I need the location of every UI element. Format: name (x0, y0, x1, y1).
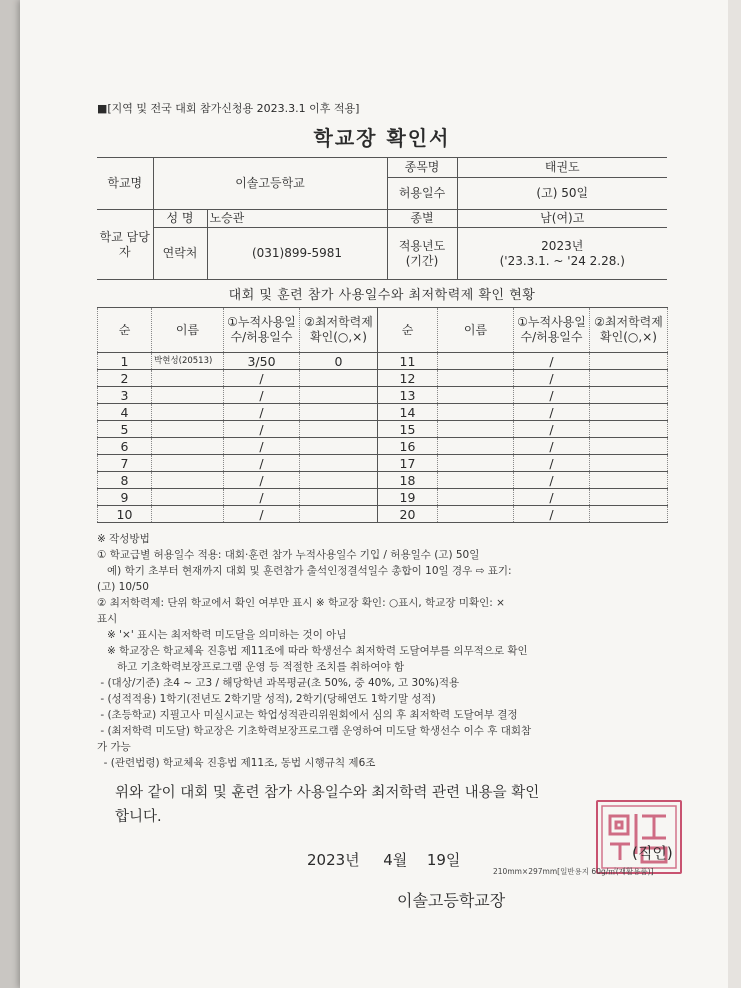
row-days: / (224, 455, 300, 472)
row-check-right (590, 353, 668, 370)
row-no-right: 18 (378, 472, 438, 489)
instruction-line: - (관련법령) 학교체육 진흥법 제11조, 동법 시행규칙 제6조 (97, 757, 376, 769)
row-days: / (224, 387, 300, 404)
row-no-right: 17 (378, 455, 438, 472)
row-check-right (590, 370, 668, 387)
row-check (300, 387, 378, 404)
instruction-line: 가 가능 (97, 741, 131, 753)
instruction-line: 예) 학기 초부터 현재까지 대회 및 훈련참가 출석인정결석일수 총합이 10일 경우 ⇨ 표기: (97, 565, 512, 577)
col-name: 이름 (152, 308, 224, 353)
col-check-right: ②최저학력제 확인(○,×) (590, 308, 668, 353)
instruction-line: 표시 (97, 613, 118, 625)
school-label: 학교명 (97, 158, 153, 210)
instruction-line: 하고 기초학력보장프로그램 운영 등 적절한 조치를 취하여야 함 (97, 661, 405, 673)
row-name-right (438, 489, 514, 506)
name-value: 노승관 (207, 210, 387, 228)
confirmation-statement (97, 781, 667, 829)
row-check: 0 (300, 353, 378, 370)
table-row (98, 387, 668, 404)
row-check (300, 489, 378, 506)
row-days-right: / (514, 489, 590, 506)
row-check (300, 472, 378, 489)
col-days-right: ①누적사용일수/허용일수 (514, 308, 590, 353)
row-name-right (438, 387, 514, 404)
row-no: 6 (98, 438, 152, 455)
instruction-line: ② 최저학력제: 단위 학교에서 확인 여부만 표시 ※ 학교장 확인: ○표시, 학교장 미확인: × (97, 597, 505, 609)
row-days-right: / (514, 353, 590, 370)
col-no: 순 (98, 308, 152, 353)
usage-table-body (98, 353, 668, 523)
row-no-right: 12 (378, 370, 438, 387)
date-month: 4월 (383, 851, 408, 869)
document-content (97, 100, 667, 911)
row-name-right (438, 455, 514, 472)
row-check-right (590, 506, 668, 523)
row-name (152, 387, 224, 404)
row-name-right (438, 353, 514, 370)
period-label: 적용년도 (기간) (387, 228, 457, 280)
instruction-line: ※ 학교장은 학교체육 진흥법 제11조에 따라 학생선수 최저학력 도달여부를 의무적으로 확인 (97, 645, 528, 657)
row-days-right: / (514, 387, 590, 404)
instruction-line: - (초등학교) 지필고사 미실시교는 학업성적관리위원회에서 심의 후 최저학력 도달여부 결정 (97, 709, 518, 721)
header-note: ■[지역 및 전국 대회 참가신청용 2023.3.1 이후 적용] (97, 102, 360, 115)
usage-table (97, 307, 668, 523)
row-no-right: 19 (378, 489, 438, 506)
row-no: 5 (98, 421, 152, 438)
table-row (98, 370, 668, 387)
sport-label: 종목명 (387, 158, 457, 178)
col-name-right: 이름 (438, 308, 514, 353)
instruction-line: ※ '×' 표시는 최저학력 미도달을 의미하는 것이 아님 (97, 629, 347, 641)
row-no: 2 (98, 370, 152, 387)
gender-value: 남(여)고 (457, 210, 667, 228)
contact-label: 연락처 (153, 228, 207, 280)
allowed-days-label: 허용일수 (387, 178, 457, 210)
row-check (300, 455, 378, 472)
row-days-right: / (514, 404, 590, 421)
writing-instructions (97, 531, 667, 771)
seal-label: (직인) (632, 844, 673, 862)
col-no-right: 순 (378, 308, 438, 353)
table-row (98, 404, 668, 421)
table-row (98, 455, 668, 472)
row-days-right: / (514, 472, 590, 489)
row-name (152, 438, 224, 455)
row-days-right: / (514, 438, 590, 455)
contact-value: (031)899-5981 (207, 228, 387, 280)
row-name (152, 506, 224, 523)
info-table (97, 157, 667, 280)
row-days: / (224, 489, 300, 506)
usage-table-header (98, 308, 668, 353)
instruction-line: - (성적적용) 1학기(전년도 2학기말 성적), 2학기(당해연도 1학기말 성적) (97, 693, 436, 705)
confirm-line-1: 위와 같이 대회 및 훈련 참가 사용일수와 최저학력 관련 내용을 확인 (115, 785, 540, 801)
row-name (152, 370, 224, 387)
row-days: / (224, 421, 300, 438)
table-row (98, 421, 668, 438)
date-day: 19일 (426, 851, 461, 869)
gender-label: 종별 (387, 210, 457, 228)
period-value (457, 228, 667, 280)
row-name (152, 421, 224, 438)
row-check-right (590, 472, 668, 489)
row-days: / (224, 472, 300, 489)
row-no: 1 (98, 353, 152, 370)
table-row (98, 353, 668, 370)
row-days-right: / (514, 370, 590, 387)
allowed-days-value: (고) 50일 (457, 178, 667, 210)
table-row (98, 438, 668, 455)
school-name: 이솔고등학교 (153, 158, 387, 210)
row-name-right (438, 438, 514, 455)
row-no: 3 (98, 387, 152, 404)
document-title: 학교장 확인서 (313, 126, 451, 150)
row-days: / (224, 438, 300, 455)
table-row (98, 472, 668, 489)
row-name: 박현성(20513) (152, 353, 224, 370)
row-name-right (438, 404, 514, 421)
sport-value: 태권도 (457, 158, 667, 178)
row-name-right (438, 421, 514, 438)
row-no-right: 11 (378, 353, 438, 370)
table-row (98, 506, 668, 523)
period-year: 2023년 (541, 238, 584, 253)
row-no-right: 16 (378, 438, 438, 455)
row-no-right: 15 (378, 421, 438, 438)
row-check (300, 404, 378, 421)
row-no: 9 (98, 489, 152, 506)
row-check (300, 370, 378, 387)
table-row (98, 489, 668, 506)
section-title: 대회 및 훈련 참가 사용일수와 최저학력제 확인 현황 (228, 288, 536, 303)
row-days-right: / (514, 506, 590, 523)
row-name (152, 472, 224, 489)
instruction-line: - (최저학력 미도달) 학교장은 기초학력보장프로그램 운영하여 미도달 학생선수 이수 후 대회참 (97, 725, 532, 737)
date-year: 2023년 (307, 851, 360, 869)
row-days-right: / (514, 421, 590, 438)
name-label: 성 명 (153, 210, 207, 228)
instruction-line: ① 학교급별 허용일수 적용: 대회·훈련 참가 누적사용일수 기입 / 허용일수 (고) 50일 (97, 549, 480, 561)
col-check: ②최저학력제 확인(○,×) (300, 308, 378, 353)
principal-name: 이솔고등학교장 (397, 891, 506, 910)
period-range: ('23.3.1. ~ '24 2.28.) (499, 253, 625, 268)
row-no-right: 13 (378, 387, 438, 404)
paper-spec: 210mm×297mm[일반용지 60g/㎡(재활용품)] (493, 867, 654, 876)
row-name-right (438, 472, 514, 489)
row-check (300, 506, 378, 523)
instruction-line: - (대상/기준) 초4 ~ 고3 / 해당학년 과목평균(초 50%, 중 40%, 고 30%)적용 (97, 677, 460, 689)
instruction-line: ※ 작성방법 (97, 533, 150, 545)
row-check-right (590, 489, 668, 506)
row-days: / (224, 404, 300, 421)
row-check-right (590, 421, 668, 438)
row-check-right (590, 387, 668, 404)
row-name (152, 489, 224, 506)
row-check-right (590, 404, 668, 421)
row-name-right (438, 506, 514, 523)
row-days: 3/50 (224, 353, 300, 370)
row-name (152, 404, 224, 421)
row-check (300, 438, 378, 455)
row-no: 10 (98, 506, 152, 523)
row-check-right (590, 455, 668, 472)
row-check (300, 421, 378, 438)
manager-label: 학교 담당자 (97, 210, 153, 280)
instruction-line: (고) 10/50 (97, 581, 149, 593)
row-name (152, 455, 224, 472)
row-no: 7 (98, 455, 152, 472)
page-edge (728, 0, 741, 988)
row-no-right: 14 (378, 404, 438, 421)
row-no: 8 (98, 472, 152, 489)
confirm-line-2: 합니다. (115, 809, 162, 825)
row-no-right: 20 (378, 506, 438, 523)
row-check-right (590, 438, 668, 455)
row-days: / (224, 506, 300, 523)
row-days-right: / (514, 455, 590, 472)
col-days: ①누적사용일수/허용일수 (224, 308, 300, 353)
row-name-right (438, 370, 514, 387)
row-no: 4 (98, 404, 152, 421)
row-days: / (224, 370, 300, 387)
